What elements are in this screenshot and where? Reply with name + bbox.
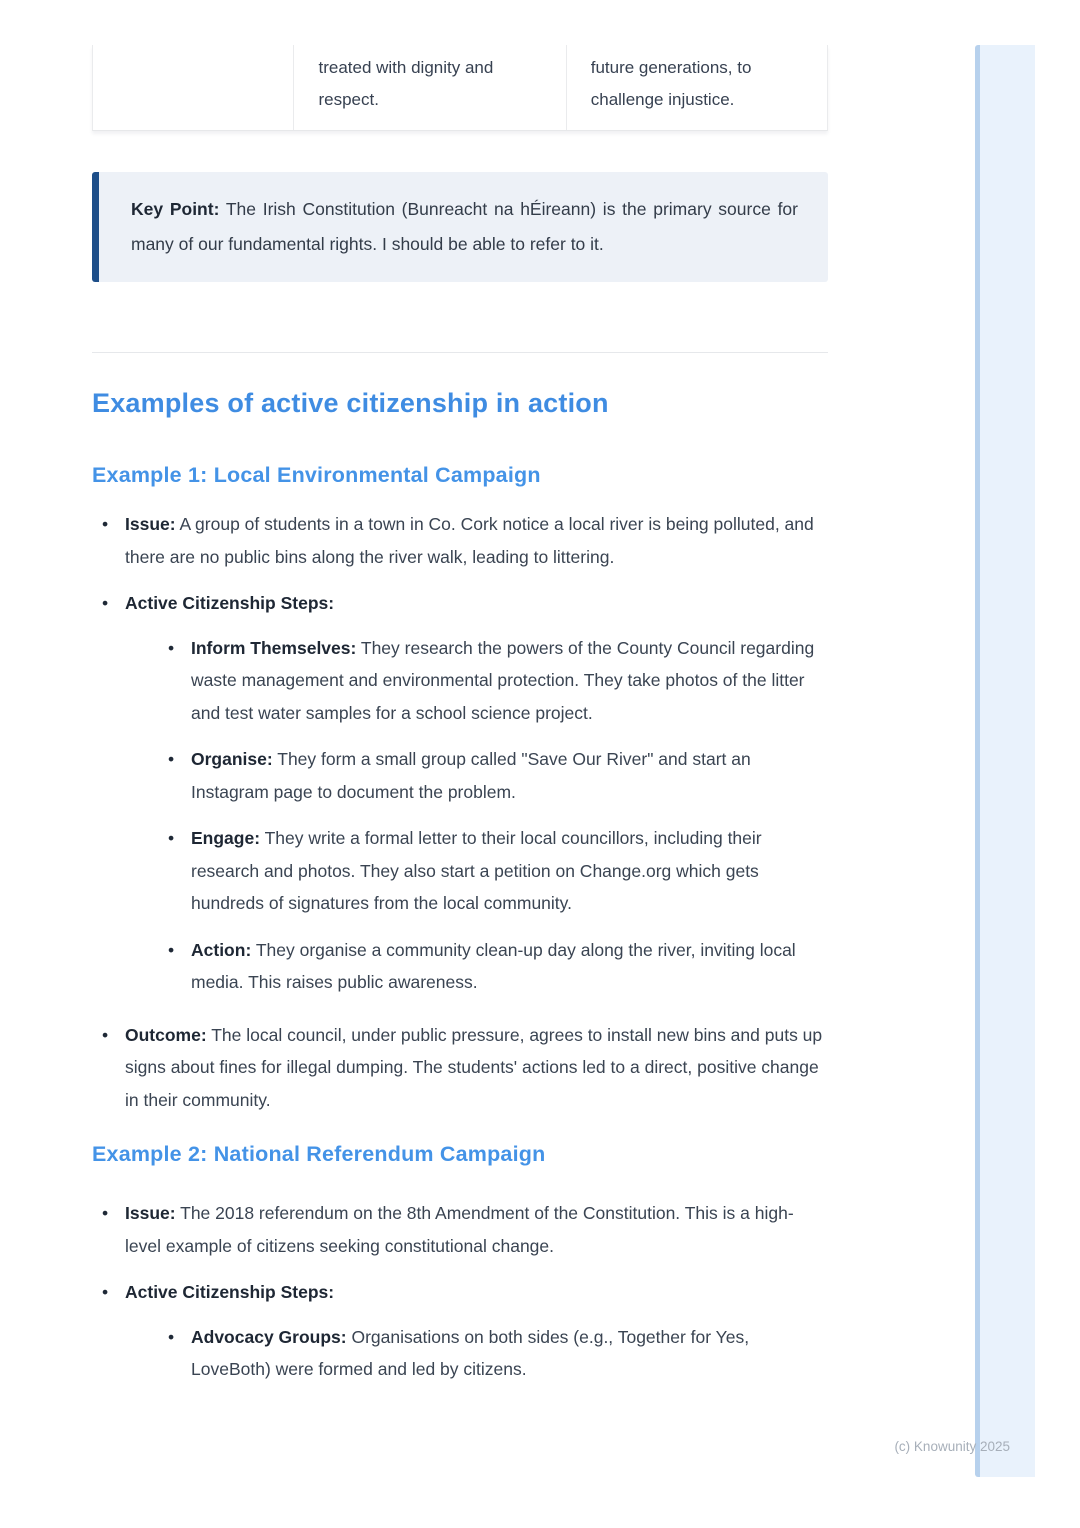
step-organise bbox=[158, 743, 828, 808]
example2-issue bbox=[92, 1197, 828, 1262]
step-text: They write a formal letter to their local councillors, including their research and photos. They also start a petition on Change.org which gets hundreds of signatures from the local community. bbox=[191, 828, 762, 913]
step-inform bbox=[158, 632, 828, 730]
section-divider bbox=[92, 352, 828, 353]
table-cell-dignity: treated with dignity and respect. bbox=[293, 45, 565, 130]
content-column bbox=[92, 508, 828, 1400]
example1-list bbox=[92, 508, 828, 1116]
step-label: Engage: bbox=[191, 828, 261, 848]
key-point-body: The Irish Constitution (Bunreacht na hÉireann) is the primary source for many of our fundamental rights. I should be able to refer to it. bbox=[131, 199, 798, 254]
section-title: Examples of active citizenship in action bbox=[92, 388, 609, 418]
table-fragment bbox=[92, 45, 828, 131]
example2-list bbox=[92, 1197, 828, 1386]
issue-text: A group of students in a town in Co. Cork notice a local river is being polluted, and there are no public bins along the river walk, leading to littering. bbox=[125, 514, 814, 567]
step-advocacy bbox=[158, 1321, 828, 1386]
example1-steps-list bbox=[158, 632, 828, 999]
issue-label: Issue: bbox=[125, 1203, 176, 1223]
key-point-callout bbox=[92, 172, 828, 282]
table-cell-future: future generations, to challenge injustice. bbox=[566, 45, 827, 130]
steps-label: Active Citizenship Steps: bbox=[125, 593, 335, 613]
step-text: They research the powers of the County Council regarding waste management and environmental protection. They take photos of the litter and test water samples for a school science project. bbox=[191, 637, 815, 723]
example1-steps bbox=[92, 587, 828, 999]
steps-label: Active Citizenship Steps: bbox=[125, 1282, 335, 1302]
example1-issue bbox=[92, 508, 828, 573]
issue-label: Issue: bbox=[125, 514, 176, 534]
example2-title: Example 2: National Referendum Campaign bbox=[92, 1142, 546, 1166]
key-point-label: Key Point: bbox=[131, 199, 220, 219]
outcome-label: Outcome: bbox=[125, 1024, 207, 1045]
step-text: Organisations on both sides (e.g., Together for Yes, LoveBoth) were formed and led by citizens. bbox=[191, 1326, 750, 1379]
table-cell-empty bbox=[93, 45, 293, 130]
step-action bbox=[158, 934, 828, 999]
step-label: Inform Themselves: bbox=[191, 637, 357, 658]
example2-steps-list bbox=[158, 1321, 828, 1386]
issue-text: The 2018 referendum on the 8th Amendment of the Constitution. This is a high-level example of citizens seeking constitutional change. bbox=[125, 1203, 794, 1256]
key-point-text bbox=[131, 192, 798, 262]
step-text: They form a small group called "Save Our River" and start an Instagram page to document the problem. bbox=[191, 749, 751, 802]
example1-title: Example 1: Local Environmental Campaign bbox=[92, 463, 541, 487]
step-label: Organise: bbox=[191, 749, 273, 769]
example1-outcome bbox=[92, 1019, 828, 1117]
step-label: Action: bbox=[191, 939, 252, 960]
outcome-text: The local council, under public pressure, agrees to install new bins and puts up signs about fines for illegal dumping. The students' actions led to a direct, positive change in their community. bbox=[125, 1024, 823, 1110]
page-gap-strip bbox=[975, 45, 1035, 1477]
step-engage bbox=[158, 822, 828, 920]
step-label: Advocacy Groups: bbox=[191, 1326, 347, 1347]
copyright-notice: (c) Knowunity 2025 bbox=[894, 1439, 1010, 1454]
step-text: They organise a community clean-up day along the river, inviting local media. This raises public awareness. bbox=[191, 939, 796, 992]
example2-steps bbox=[92, 1276, 828, 1386]
